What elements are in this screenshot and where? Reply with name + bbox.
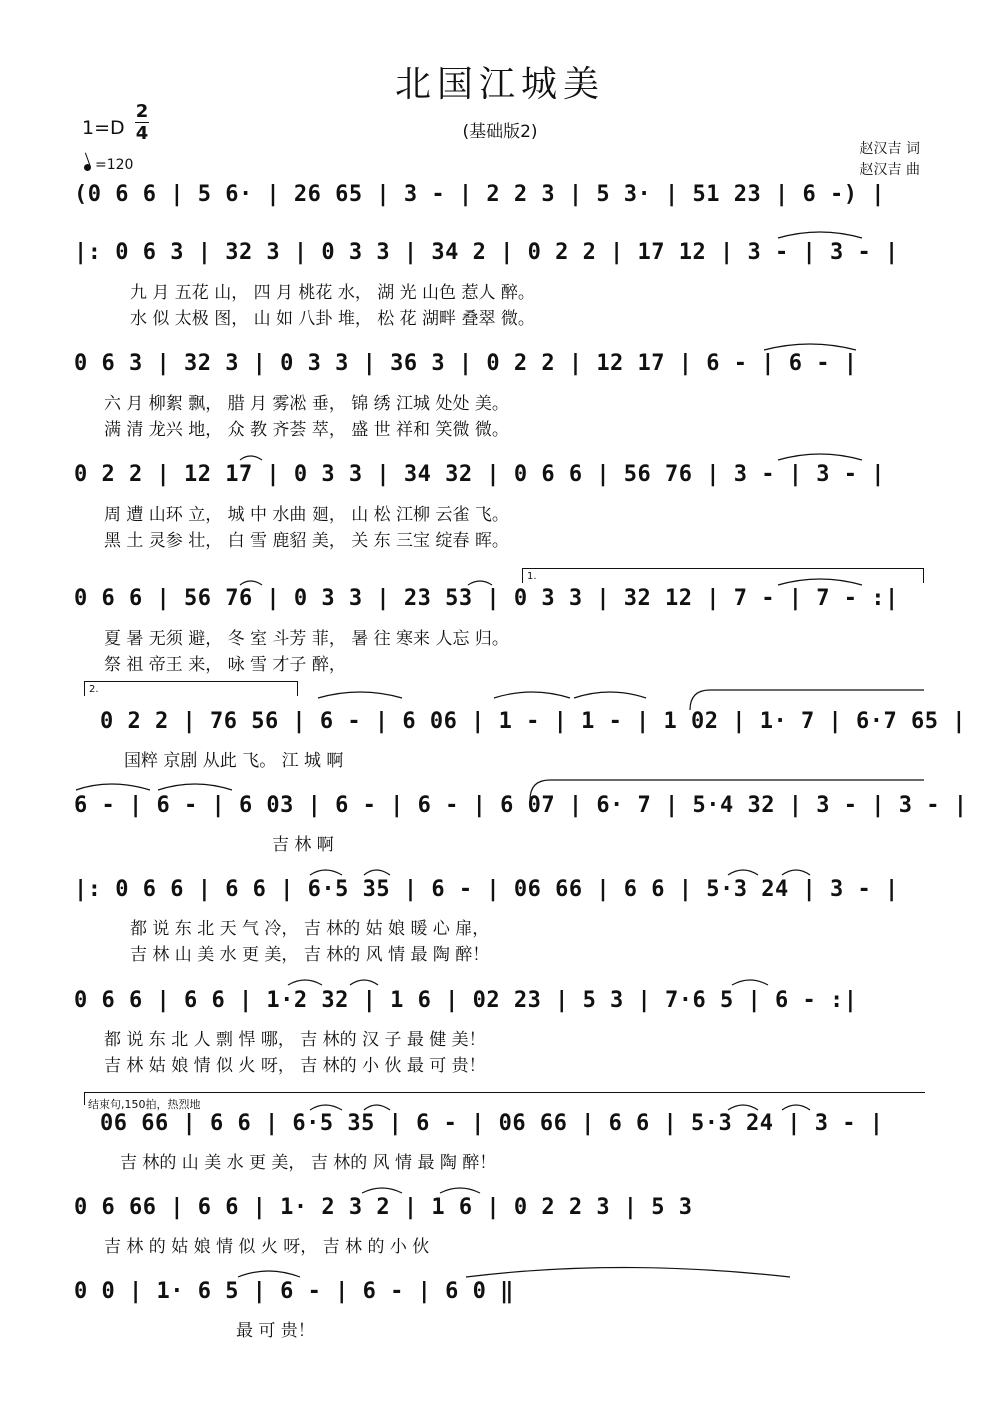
- volta-label-1: 1.: [527, 571, 537, 582]
- tie-row7-a: [76, 784, 150, 790]
- score-row-5-lyric-1: 夏 暑 无须 避， 冬 室 斗芳 菲， 暑 往 寒来 人忘 归。: [104, 629, 509, 649]
- score-row-7-lyric-1: 吉 林 啊: [272, 835, 334, 855]
- slur-row7-long: [530, 780, 924, 800]
- score-row-2-notes: |: 0 6 3 | 32 3 | 0 3 3 | 34 2 | 0 2 2 | 17 12 | 3 - | 3 - |: [74, 240, 899, 265]
- song-title: 北国江城美: [394, 64, 605, 105]
- song-subtitle: (基础版2): [462, 122, 538, 142]
- score-row-2-lyric-2: 水 似 太极 图， 山 如 八卦 堆， 松 花 湖畔 叠翠 微。: [130, 309, 535, 329]
- score-row-3-notes: 0 6 3 | 32 3 | 0 3 3 | 36 3 | 0 2 2 | 12 17 | 6 - | 6 - |: [74, 351, 858, 376]
- slur-row9-c: [732, 980, 768, 985]
- slur-row4-a: [240, 456, 262, 460]
- tie-row6-b: [494, 692, 570, 698]
- score-row-8-lyric-1: 都 说 东 北 天 气 冷， 吉 林的 姑 娘 暖 心 扉，: [130, 919, 490, 939]
- slur-row11-a: [362, 1188, 402, 1193]
- score-row-5-notes: 0 6 6 | 56 76 | 0 3 3 | 23 53 | 0 3 3 | 32 12 | 7 - | 7 - :|: [74, 586, 899, 611]
- slur-row8-b: [364, 870, 390, 875]
- composer-credit: 赵汉吉 曲: [859, 162, 920, 178]
- score-row-4-lyric-2: 黑 土 灵参 壮， 白 雪 鹿貂 美， 关 东 三宝 绽春 晖。: [104, 531, 509, 551]
- score-row-2-lyric-1: 九 月 五花 山， 四 月 桃花 水， 湖 光 山色 惹人 醉。: [130, 283, 535, 303]
- slur-row8-d: [782, 870, 810, 875]
- score-row-4-lyric-1: 周 遭 山环 立， 城 中 水曲 廻， 山 松 江柳 云雀 飞。: [104, 505, 509, 525]
- slur-row10-c: [728, 1105, 758, 1110]
- score-row-7-notes: 6 - | 6 - | 6 03 | 6 - | 6 - | 6 07 | 6· 7 | 5·4 32 | 3 - | 3 - |: [74, 793, 968, 818]
- score-row-4-notes: 0 2 2 | 12 17 | 0 3 3 | 34 32 | 0 6 6 | 56 76 | 3 - | 3 - |: [74, 462, 885, 487]
- slur-row5-b: [468, 581, 492, 585]
- slur-row5-a: [240, 581, 262, 585]
- ending-performance-note: 结束句,150拍，热烈地: [88, 1098, 201, 1111]
- tie-row7-b: [158, 784, 232, 790]
- meter-bottom: 4: [135, 123, 149, 144]
- tie-row4: [778, 454, 862, 460]
- meter-top: 2: [135, 101, 149, 122]
- score-row-9-lyric-1: 都 说 东 北 人 剽 悍 哪， 吉 林的 汉 子 最 健 美！: [104, 1030, 486, 1050]
- slur-row12-a: [238, 1271, 300, 1277]
- score-row-10-notes: 06 66 | 6 6 | 6·5 35 | 6 - | 06 66 | 6 6 | 5·3 24 | 3 - |: [100, 1111, 884, 1136]
- score-row-10-lyric-1: 吉 林的 山 美 水 更 美， 吉 林的 风 情 最 陶 醉！: [120, 1153, 497, 1173]
- score-row-8-notes: |: 0 6 6 | 6 6 | 6·5 35 | 6 - | 06 66 | 6 6 | 5·3 24 | 3 - |: [74, 877, 899, 902]
- score-row-3-lyric-1: 六 月 柳絮 飘， 腊 月 雾凇 垂， 锦 绣 江城 处处 美。: [104, 394, 509, 414]
- tie-row6-a: [318, 692, 402, 698]
- slur-row10-d: [782, 1105, 810, 1110]
- score-row-6-lyric-1: 国粹 京剧 从此 飞。 江 城 啊: [124, 751, 344, 771]
- score-row-8-lyric-2: 吉 林 山 美 水 更 美， 吉 林的 风 情 最 陶 醉！: [130, 945, 490, 965]
- score-row-11-notes: 0 6 66 | 6 6 | 1· 2 3 2 | 1 6 | 0 2 2 3 | 5 3: [74, 1195, 693, 1220]
- slur-row10-a: [310, 1105, 342, 1110]
- slur-row8-c: [728, 870, 758, 875]
- tie-row3: [764, 344, 856, 350]
- slur-row9-b: [350, 980, 378, 985]
- slur-row6-long: [690, 690, 924, 710]
- key-signature: 1=D: [82, 117, 125, 139]
- slur-row8-a: [310, 870, 342, 875]
- slur-row9-a: [288, 980, 322, 985]
- tie-row6-c: [574, 692, 646, 698]
- score-row-6-notes: 0 2 2 | 76 56 | 6 - | 6 06 | 1 - | 1 - | 1 02 | 1· 7 | 6·7 65 |: [100, 709, 966, 734]
- score-row-5-lyric-2: 祭 祖 帝王 来， 咏 雪 才子 醉，: [104, 655, 346, 675]
- tie-row2: [778, 232, 862, 238]
- score-row-11-lyric-1: 吉 林 的 姑 娘 情 似 火 呀， 吉 林 的 小 伙: [104, 1237, 430, 1257]
- slur-row10-b: [364, 1105, 390, 1110]
- score-row-12-lyric-1: 最 可 贵！: [236, 1321, 315, 1341]
- score-row-3-lyric-2: 满 清 龙兴 地， 众 教 齐荟 萃， 盛 世 祥和 笑微 微。: [104, 420, 509, 440]
- volta-label-2: 2.: [89, 684, 99, 695]
- slur-row11-b: [440, 1188, 480, 1193]
- lyricist-credit: 赵汉吉 词: [859, 141, 920, 157]
- tie-row5: [778, 579, 862, 585]
- slur-row12-long: [466, 1268, 790, 1278]
- score-row-1-notes: (0 6 6 | 5 6· | 26 65 | 3 - | 2 2 3 | 5 3· | 51 23 | 6 -) |: [74, 182, 885, 207]
- score-row-9-notes: 0 6 6 | 6 6 | 1·2 32 | 1 6 | 02 23 | 5 3 | 7·6 5 | 6 - :|: [74, 988, 858, 1013]
- score-row-9-lyric-2: 吉 林 姑 娘 情 似 火 呀， 吉 林的 小 伙 最 可 贵！: [104, 1056, 486, 1076]
- score-row-12-notes: 0 0 | 1· 6 5 | 6 - | 6 - | 6 0 ‖: [74, 1279, 514, 1304]
- tempo-value: =120: [95, 157, 134, 173]
